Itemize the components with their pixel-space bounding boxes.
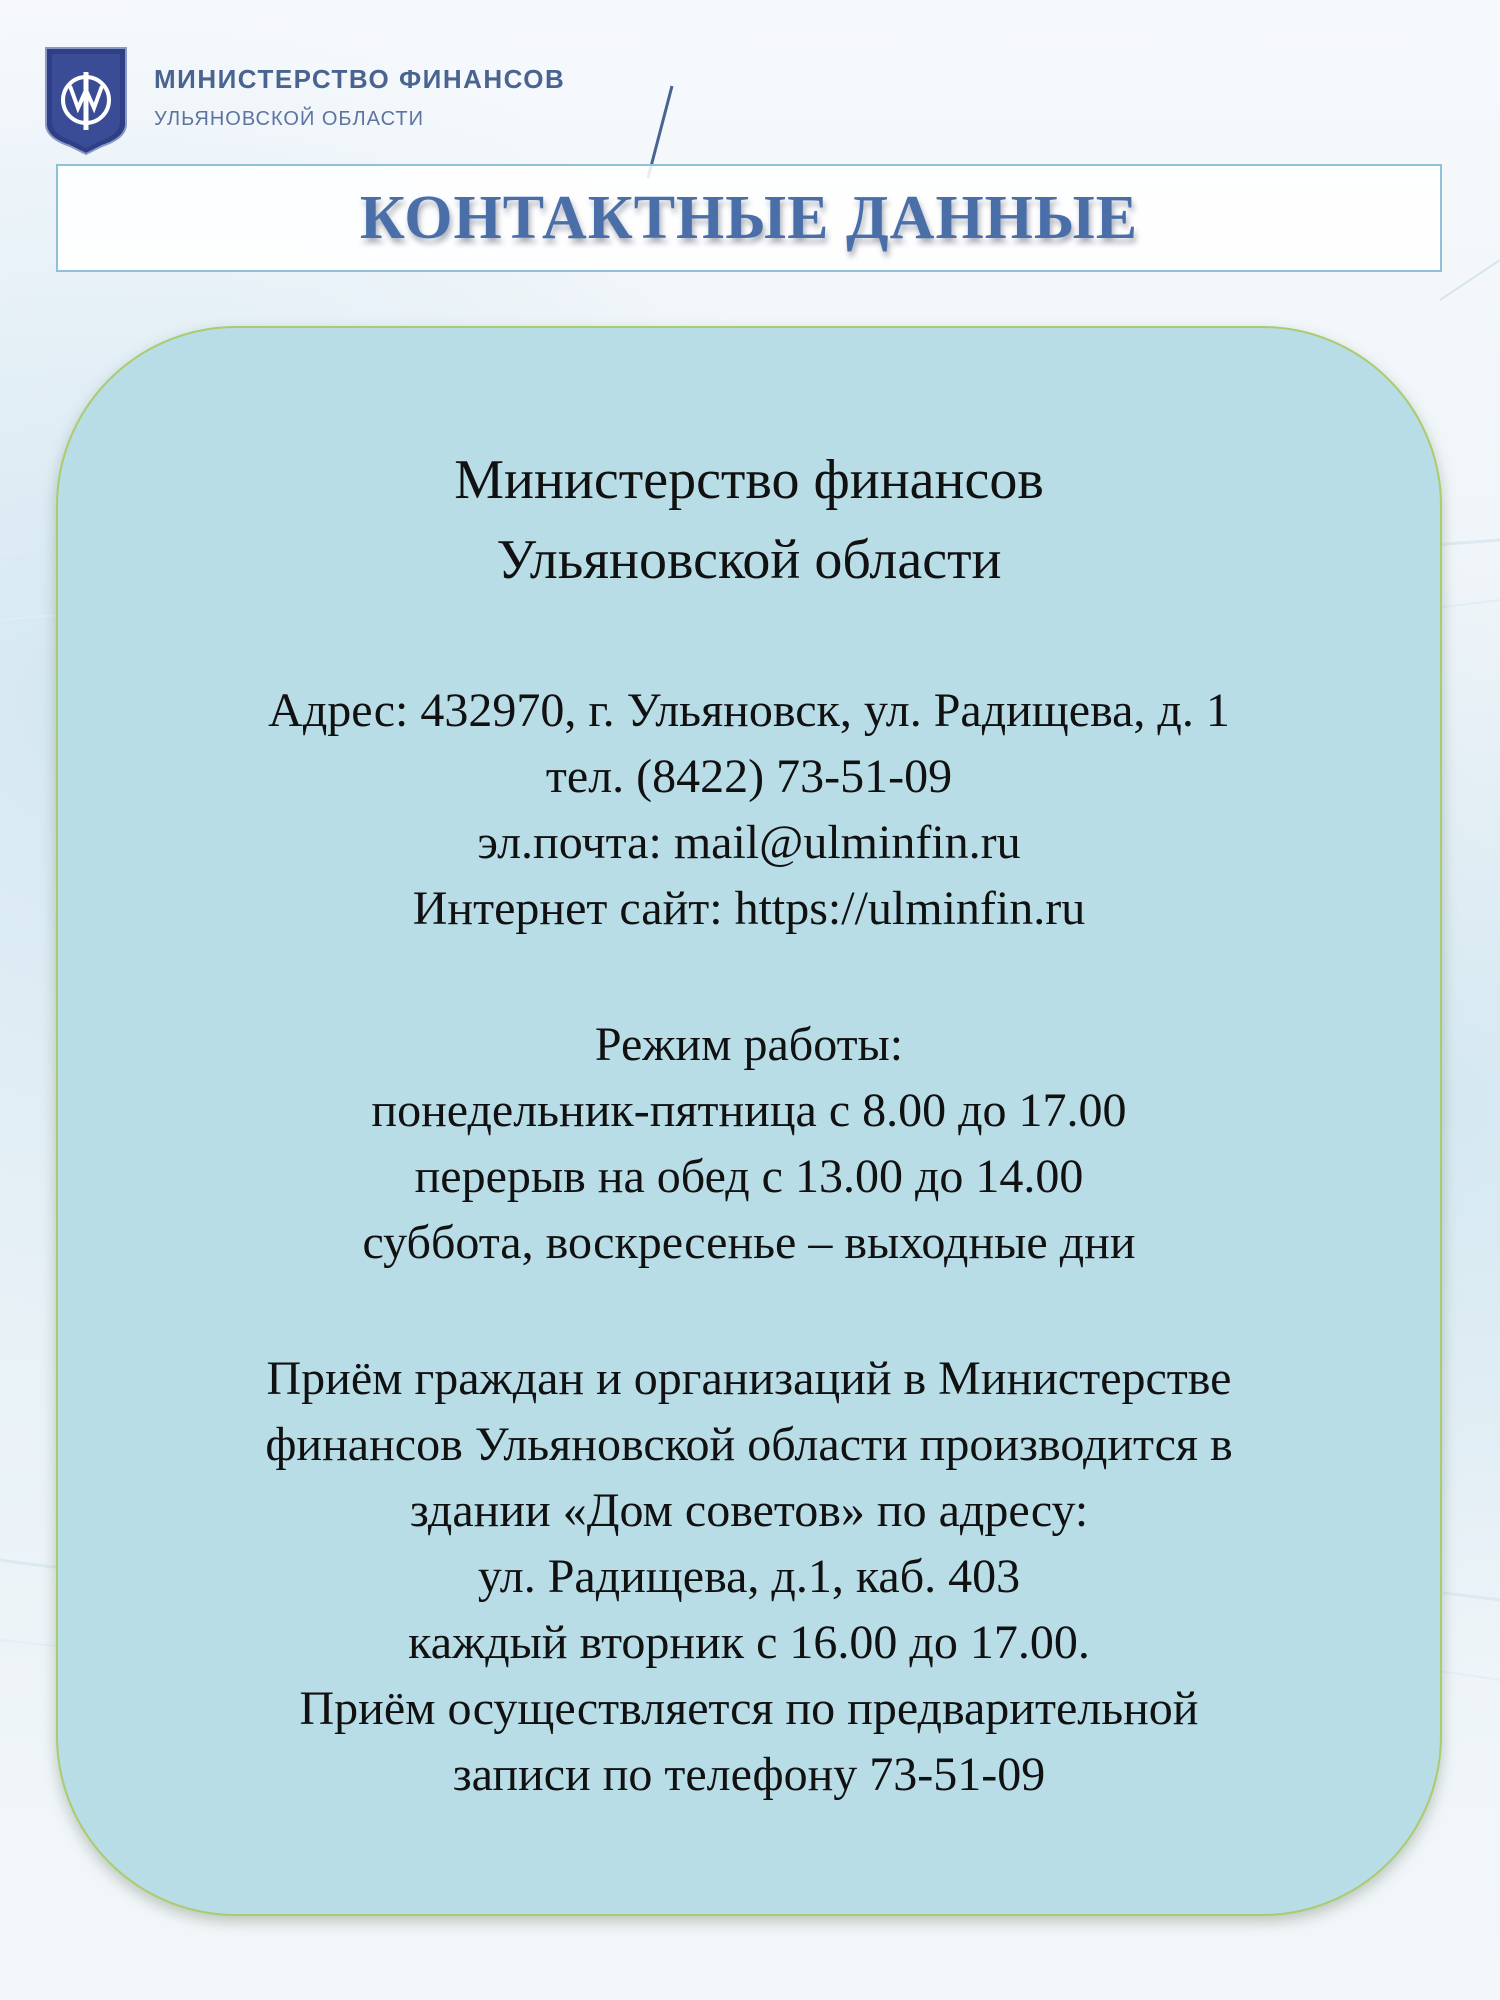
org-subtitle: УЛЬЯНОВСКОЙ ОБЛАСТИ	[154, 108, 424, 130]
reception-line-5: каждый вторник с 16.00 до 17.00.	[408, 1616, 1090, 1669]
page-title: КОНТАКТНЫЕ ДАННЫЕ	[359, 183, 1139, 252]
phone-line: тел. (8422) 73-51-09	[545, 750, 953, 803]
ministry-emblem-icon	[42, 46, 130, 156]
schedule-lunch: перерыв на обед с 13.00 до 14.00	[414, 1150, 1084, 1203]
header	[42, 46, 662, 156]
email-line: эл.почта: mail@ulminfin.ru	[477, 816, 1021, 869]
title-box	[56, 164, 1442, 272]
org-name-line-1: Министерство финансов	[454, 449, 1044, 511]
reception-line-7: записи по телефону 73-51-09	[452, 1748, 1046, 1801]
schedule-weekend: суббота, воскресенье – выходные дни	[362, 1216, 1136, 1269]
org-name-line-2: Ульяновской области	[496, 529, 1002, 591]
contact-info-card	[56, 326, 1442, 1916]
reception-line-1: Приём граждан и организаций в Министерстве	[266, 1352, 1232, 1405]
schedule-heading: Режим работы:	[594, 1018, 904, 1071]
org-title: МИНИСТЕРСТВО ФИНАНСОВ	[154, 64, 566, 94]
reception-line-2: финансов Ульяновской области производится в	[265, 1418, 1233, 1471]
website-line: Интернет сайт: https://ulminfin.ru	[412, 882, 1086, 935]
reception-line-6: Приём осуществляется по предварительной	[299, 1682, 1199, 1735]
address-line: Адрес: 432970, г. Ульяновск, ул. Радищева, д. 1	[268, 684, 1230, 737]
schedule-weekdays: понедельник-пятница с 8.00 до 17.00	[371, 1084, 1127, 1137]
reception-line-3: здании «Дом советов» по адресу:	[409, 1484, 1089, 1537]
reception-line-4: ул. Радищева, д.1, каб. 403	[477, 1550, 1021, 1603]
